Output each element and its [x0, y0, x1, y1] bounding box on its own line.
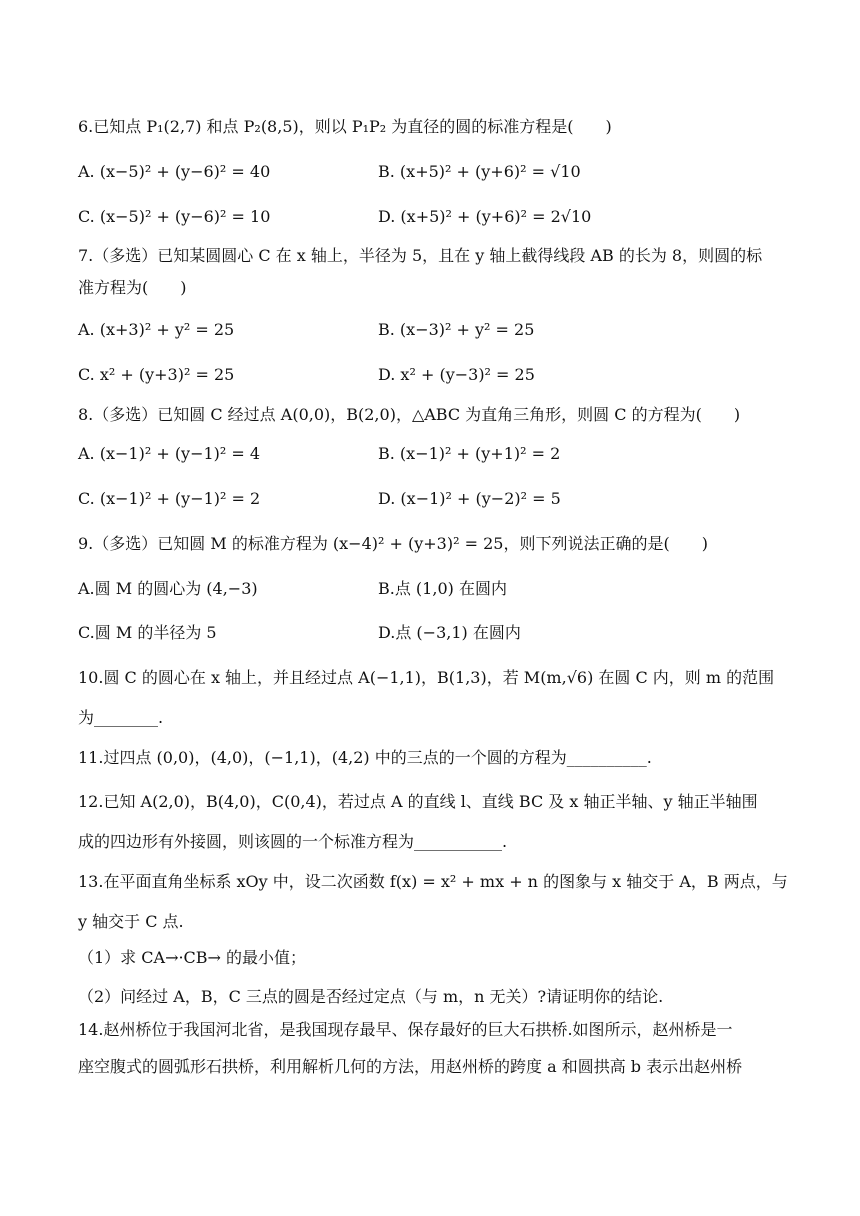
q9-option-c: C.圆 M 的半径为 5 [78, 623, 217, 642]
q13-line1: 13.在平面直角坐标系 xOy 中，设二次函数 f(x) = x² + mx + n 的图象与 x 轴交于 A，B 两点，与 [78, 872, 788, 891]
q8-option-c: C. (x−1)² + (y−1)² = 2 [78, 489, 261, 508]
q7-stem-line1: 7.（多选）已知某圆圆心 C 在 x 轴上，半径为 5，且在 y 轴上截得线段 AB 的长为 8，则圆的标 [78, 246, 763, 265]
q9-stem: 9.（多选）已知圆 M 的标准方程为 (x−4)² + (y+3)² = 25，则下列说法正确的是( ) [78, 534, 708, 553]
q8-option-b: B. (x−1)² + (y+1)² = 2 [378, 444, 561, 463]
q8-option-d: D. (x−1)² + (y−2)² = 5 [378, 489, 561, 508]
q6-option-b: B. (x+5)² + (y+6)² = √10 [378, 162, 581, 181]
q9-option-b: B.点 (1,0) 在圆内 [378, 579, 507, 598]
q7-option-a: A. (x+3)² + y² = 25 [78, 320, 235, 339]
q7-stem-line2: 准方程为( ) [78, 278, 187, 297]
q13-line2: y 轴交于 C 点. [78, 912, 184, 931]
q13-part1: （1）求 CA→·CB→ 的最小值； [78, 948, 307, 967]
q13-part2: （2）问经过 A，B，C 三点的圆是否经过定点（与 m，n 无关）?请证明你的结论. [78, 987, 664, 1006]
q7-option-c: C. x² + (y+3)² = 25 [78, 365, 235, 384]
q12-line1: 12.已知 A(2,0)，B(4,0)，C(0,4)，若过点 A 的直线 l、直线 BC 及 x 轴正半轴、y 轴正半轴围 [78, 792, 758, 811]
q6-option-c: C. (x−5)² + (y−6)² = 10 [78, 207, 271, 226]
q8-option-a: A. (x−1)² + (y−1)² = 4 [78, 444, 261, 463]
q14-line2: 座空腹式的圆弧形石拱桥，利用解析几何的方法，用赵州桥的跨度 a 和圆拱高 b 表示出赵州桥 [78, 1057, 743, 1076]
q11-line1: 11.过四点 (0,0)，(4,0)，(−1,1)，(4,2) 中的三点的一个圆的方程为__________. [78, 748, 652, 767]
q7-option-b: B. (x−3)² + y² = 25 [378, 320, 535, 339]
q9-option-d: D.点 (−3,1) 在圆内 [378, 623, 521, 642]
q6-option-a: A. (x−5)² + (y−6)² = 40 [78, 162, 271, 181]
q10-line2: 为________. [78, 708, 164, 727]
q8-stem: 8.（多选）已知圆 C 经过点 A(0,0)，B(2,0)，△ABC 为直角三角形，则圆 C 的方程为( ) [78, 405, 741, 424]
q10-line1: 10.圆 C 的圆心在 x 轴上，并且经过点 A(−1,1)，B(1,3)，若 M(m,√6) 在圆 C 内，则 m 的范围 [78, 668, 775, 687]
q12-line2: 成的四边形有外接圆，则该圆的一个标准方程为___________. [78, 832, 508, 851]
q6-option-d: D. (x+5)² + (y+6)² = 2√10 [378, 207, 592, 226]
q6-stem: 6.已知点 P₁(2,7) 和点 P₂(8,5)，则以 P₁P₂ 为直径的圆的标准方程是( ) [78, 117, 612, 136]
q9-option-a: A.圆 M 的圆心为 (4,−3) [78, 579, 258, 598]
q7-option-d: D. x² + (y−3)² = 25 [378, 365, 535, 384]
q14-line1: 14.赵州桥位于我国河北省，是我国现存最早、保存最好的巨大石拱桥.如图所示，赵州桥是一 [78, 1020, 733, 1039]
